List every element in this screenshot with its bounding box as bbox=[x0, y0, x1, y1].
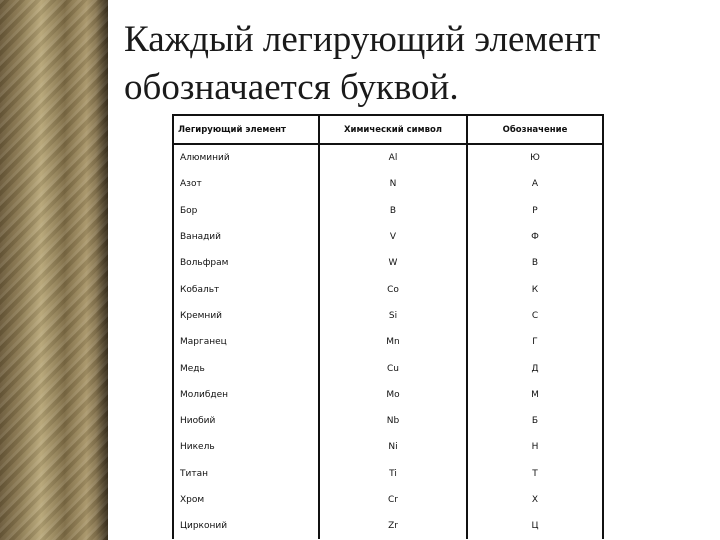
table-row bbox=[173, 171, 603, 197]
header-element: Легирующий элемент bbox=[173, 115, 319, 144]
chemical-symbol: B bbox=[319, 198, 467, 224]
element-name: Молибден bbox=[173, 382, 319, 408]
table-row bbox=[173, 303, 603, 329]
element-name: Азот bbox=[173, 171, 319, 197]
chemical-symbol: V bbox=[319, 224, 467, 250]
designation: К bbox=[467, 276, 603, 302]
table-row bbox=[173, 224, 603, 250]
designation: Г bbox=[467, 329, 603, 355]
designation: А bbox=[467, 171, 603, 197]
chemical-symbol: Ti bbox=[319, 461, 467, 487]
table-row bbox=[173, 487, 603, 513]
element-name: Цирконий bbox=[173, 513, 319, 539]
designation: Б bbox=[467, 408, 603, 434]
table-row bbox=[173, 513, 603, 539]
chemical-symbol: Co bbox=[319, 276, 467, 302]
header-chemical-symbol: Химический символ bbox=[319, 115, 467, 144]
table-row bbox=[173, 250, 603, 276]
table-row bbox=[173, 276, 603, 302]
table-row bbox=[173, 382, 603, 408]
table-row bbox=[173, 329, 603, 355]
chemical-symbol: Nb bbox=[319, 408, 467, 434]
table-row bbox=[173, 434, 603, 460]
decorative-side-border bbox=[0, 0, 108, 540]
element-name: Никель bbox=[173, 434, 319, 460]
element-name: Алюминий bbox=[173, 144, 319, 171]
chemical-symbol: Cr bbox=[319, 487, 467, 513]
chemical-symbol: Ni bbox=[319, 434, 467, 460]
chemical-symbol: N bbox=[319, 171, 467, 197]
element-name: Титан bbox=[173, 461, 319, 487]
element-name: Хром bbox=[173, 487, 319, 513]
designation: Р bbox=[467, 198, 603, 224]
chemical-symbol: W bbox=[319, 250, 467, 276]
table-row bbox=[173, 144, 603, 171]
designation: С bbox=[467, 303, 603, 329]
designation: Ц bbox=[467, 513, 603, 539]
alloy-elements-table bbox=[172, 114, 604, 539]
chemical-symbol: Mn bbox=[319, 329, 467, 355]
chemical-symbol: Al bbox=[319, 144, 467, 171]
chemical-symbol: Mo bbox=[319, 382, 467, 408]
designation: Д bbox=[467, 355, 603, 381]
chemical-symbol: Si bbox=[319, 303, 467, 329]
table-row bbox=[173, 355, 603, 381]
table-header-row bbox=[173, 115, 603, 144]
designation: М bbox=[467, 382, 603, 408]
element-name: Бор bbox=[173, 198, 319, 224]
designation: Ф bbox=[467, 224, 603, 250]
designation: Х bbox=[467, 487, 603, 513]
slide-title: Каждый легирующий элемент обозначается буквой. bbox=[124, 19, 601, 108]
table-row bbox=[173, 461, 603, 487]
element-name: Ниобий bbox=[173, 408, 319, 434]
element-name: Кремний bbox=[173, 303, 319, 329]
table-row bbox=[173, 408, 603, 434]
element-name: Вольфрам bbox=[173, 250, 319, 276]
header-designation: Обозначение bbox=[467, 115, 603, 144]
border-shadow bbox=[96, 0, 108, 540]
designation: Н bbox=[467, 434, 603, 460]
designation: В bbox=[467, 250, 603, 276]
table-row bbox=[173, 198, 603, 224]
chemical-symbol: Cu bbox=[319, 355, 467, 381]
element-name: Ванадий bbox=[173, 224, 319, 250]
designation: Т bbox=[467, 461, 603, 487]
chemical-symbol: Zr bbox=[319, 513, 467, 539]
element-name: Марганец bbox=[173, 329, 319, 355]
designation: Ю bbox=[467, 144, 603, 171]
alloy-elements-table-container bbox=[172, 114, 604, 540]
element-name: Кобальт bbox=[173, 276, 319, 302]
element-name: Медь bbox=[173, 355, 319, 381]
